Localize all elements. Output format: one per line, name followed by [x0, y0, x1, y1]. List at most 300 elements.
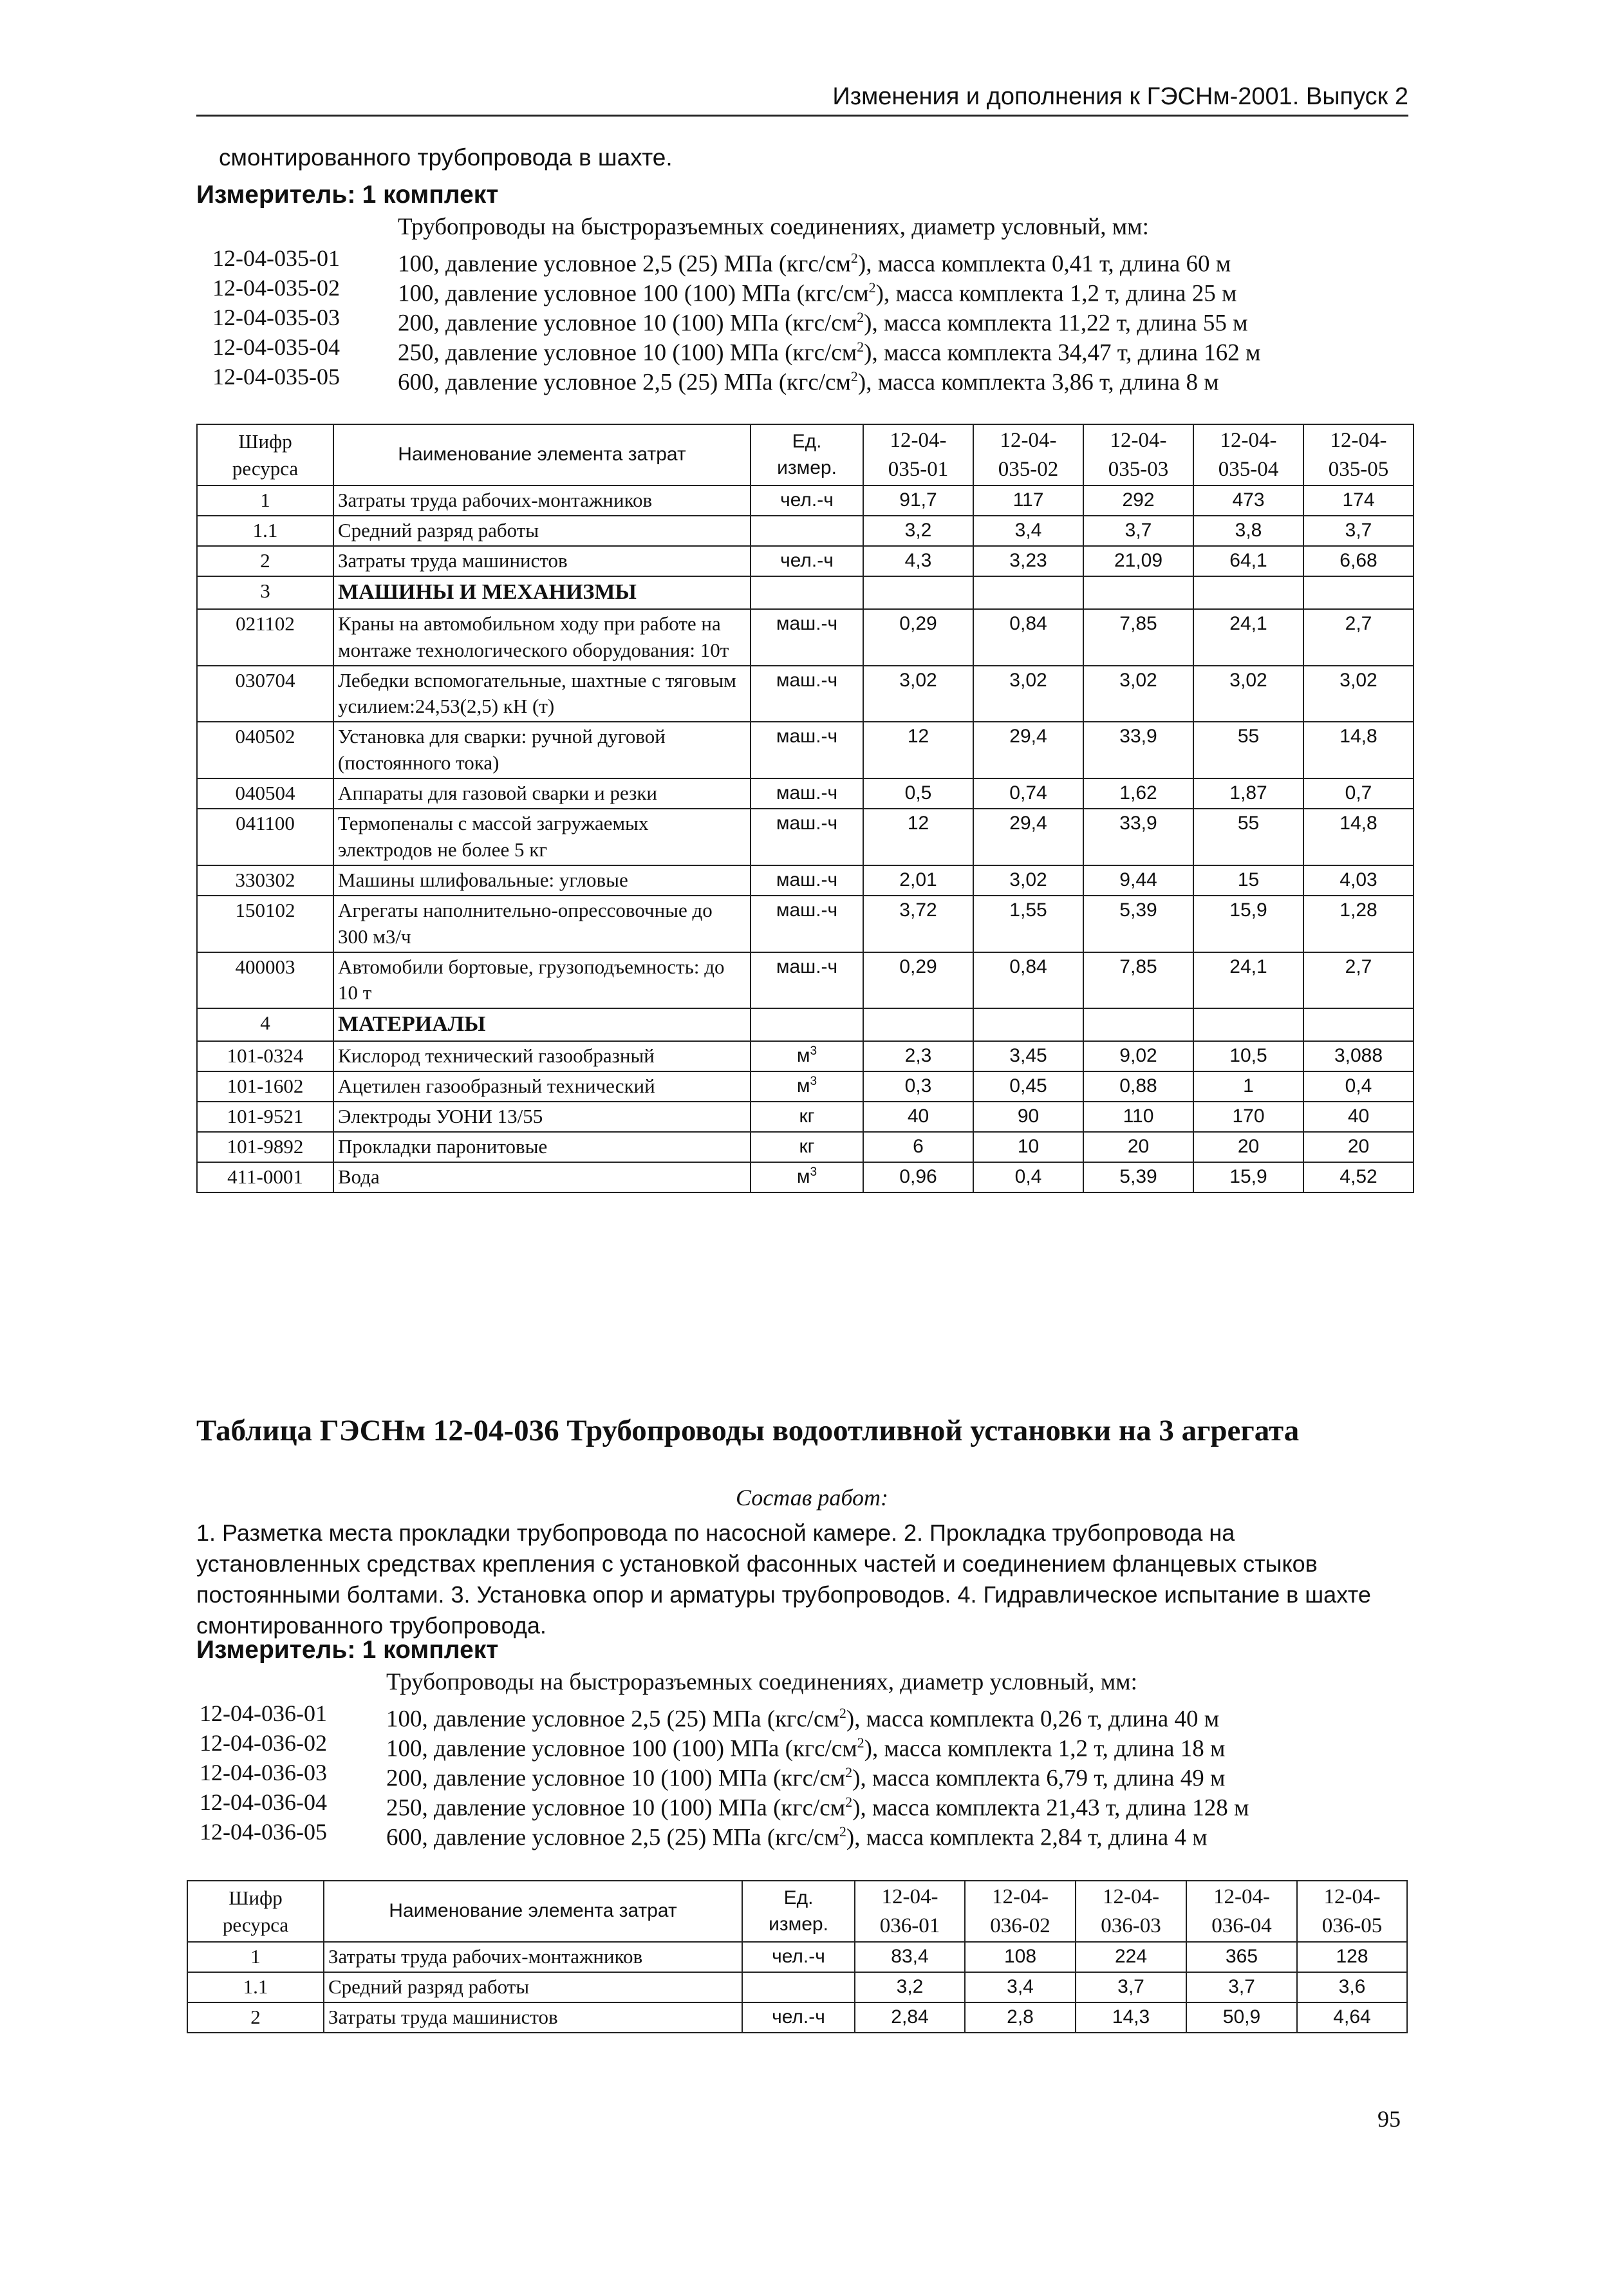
- col-header-variant: [1193, 424, 1303, 485]
- header-text: Наименование элемента затрат: [398, 444, 686, 466]
- cell-unit: [751, 1008, 863, 1041]
- cell-unit: [751, 952, 863, 1009]
- item-desc-b: ), масса комплекта 1,2 т, длина 18 м: [864, 1735, 1226, 1762]
- cell-value: 0,4: [973, 1162, 1083, 1192]
- cell-value: 108: [965, 1942, 1076, 1972]
- unit-text: маш.-ч: [776, 669, 838, 691]
- item-code: 12-04-036-01: [200, 1700, 327, 1726]
- cell-value: 90: [973, 1102, 1083, 1132]
- cell-value: 3,02: [1303, 666, 1414, 722]
- cell-value: 170: [1193, 1102, 1303, 1132]
- cell-code: 2: [197, 546, 333, 576]
- cell-unit: [751, 546, 863, 576]
- unit-text: чел.-ч: [772, 2006, 825, 2028]
- cell-code: 041100: [197, 809, 333, 865]
- header-title: Изменения и дополнения к ГЭСНм-2001. Выпуск 2: [832, 83, 1408, 110]
- cell-value: 9,44: [1083, 865, 1193, 896]
- item-code: 12-04-035-01: [212, 245, 340, 271]
- cell-code: 411-0001: [197, 1162, 333, 1192]
- unit-text: чел.-ч: [780, 489, 834, 511]
- cell-name: Затраты труда рабочих-монтажников: [333, 485, 751, 516]
- cell-value: 7,85: [1083, 952, 1193, 1009]
- cell-name: Затраты труда машинистов: [324, 2002, 742, 2033]
- cell-value: 2,7: [1303, 952, 1414, 1009]
- header-text: 035-01: [888, 457, 949, 481]
- header-text: Наименование элемента затрат: [389, 1900, 677, 1922]
- cell-value: 2,84: [855, 2002, 965, 2033]
- col-header-variant: [1076, 1881, 1186, 1942]
- cell-value: 0,29: [863, 952, 973, 1009]
- item-desc-a: 250, давление условное 10 (100) МПа (кгс/см: [398, 339, 857, 366]
- cell-code: 101-9892: [197, 1132, 333, 1162]
- cell-name: Вода: [333, 1162, 751, 1192]
- cell-unit: [751, 778, 863, 809]
- cell-value: 3,7: [1076, 1972, 1186, 2002]
- table-row: [197, 1162, 1414, 1192]
- cell-name: Прокладки паронитовые: [333, 1132, 751, 1162]
- cell-code: 021102: [197, 609, 333, 666]
- cell-code: 330302: [197, 865, 333, 896]
- header-text: 035-03: [1108, 457, 1169, 481]
- item-code: 12-04-035-03: [212, 305, 340, 330]
- cell-unit: [751, 666, 863, 722]
- col-header-variant: [863, 424, 973, 485]
- unit-text: маш.-ч: [776, 813, 838, 834]
- cell-value: 4,52: [1303, 1162, 1414, 1192]
- cell-value: 0,88: [1083, 1071, 1193, 1102]
- header-text: 12-04-: [1330, 429, 1387, 452]
- cell-value: 6: [863, 1132, 973, 1162]
- item-sup: 2: [845, 1764, 853, 1780]
- item-sup: 2: [839, 1705, 846, 1721]
- col-header-name: [324, 1881, 742, 1942]
- cell-unit: [751, 809, 863, 865]
- cell-value: 3,02: [1083, 666, 1193, 722]
- item-code: 12-04-036-02: [200, 1730, 327, 1756]
- cell-value: [1193, 1008, 1303, 1041]
- table-row: [197, 896, 1414, 952]
- item-desc-a: 600, давление условное 2,5 (25) МПа (кгс/см: [398, 369, 851, 396]
- cell-value: 2,7: [1303, 609, 1414, 666]
- cell-value: 3,6: [1297, 1972, 1407, 2002]
- measure-value: 1 комплект: [362, 181, 499, 209]
- item-desc-a: 250, давление условное 10 (100) МПа (кгс/см: [386, 1794, 846, 1821]
- header-text: 12-04-: [1000, 429, 1057, 452]
- unit-sup: 3: [810, 1075, 817, 1089]
- cell-value: 91,7: [863, 485, 973, 516]
- header-text: измер.: [777, 457, 837, 478]
- item-code: 12-04-036-03: [200, 1760, 327, 1785]
- table-row: [197, 609, 1414, 666]
- cell-code: 1.1: [197, 516, 333, 546]
- item-desc-b: ), масса комплекта 0,26 т, длина 40 м: [846, 1706, 1220, 1733]
- item-desc-a: 200, давление условное 10 (100) МПа (кгс/см: [386, 1765, 846, 1792]
- header-text: 036-05: [1321, 1914, 1383, 1937]
- cell-value: 2,3: [863, 1041, 973, 1071]
- unit-text: кг: [799, 1135, 815, 1157]
- cell-value: 15: [1193, 865, 1303, 896]
- resource-table-2: [187, 1880, 1408, 2033]
- cell-value: 10,5: [1193, 1041, 1303, 1071]
- cell-code: 101-1602: [197, 1071, 333, 1102]
- cell-name: Автомобили бортовые, грузоподъемность: до 10 т: [333, 952, 751, 1009]
- cell-unit: [742, 1972, 855, 2002]
- col-header-variant: [855, 1881, 965, 1942]
- cell-value: 3,4: [965, 1972, 1076, 2002]
- cell-value: 33,9: [1083, 809, 1193, 865]
- cell-unit: [751, 865, 863, 896]
- cell-code: 1.1: [187, 1972, 324, 2002]
- cell-value: 83,4: [855, 1942, 965, 1972]
- cell-value: 5,39: [1083, 1162, 1193, 1192]
- table-row: [197, 778, 1414, 809]
- cell-value: 2,8: [965, 2002, 1076, 2033]
- cell-name: Кислород технический газообразный: [333, 1041, 751, 1071]
- cell-value: 3,7: [1186, 1972, 1297, 2002]
- item-sup: 2: [857, 309, 864, 325]
- unit-text: м: [796, 1045, 810, 1067]
- cell-value: 29,4: [973, 722, 1083, 778]
- table-row: [197, 865, 1414, 896]
- col-header-unit: [742, 1881, 855, 1942]
- cell-name: Аппараты для газовой сварки и резки: [333, 778, 751, 809]
- header-text: 12-04-: [881, 1885, 938, 1908]
- cell-value: 0,84: [973, 609, 1083, 666]
- cell-value: 5,39: [1083, 896, 1193, 952]
- col-header-unit: [751, 424, 863, 485]
- cell-unit: [751, 1041, 863, 1071]
- header-text: Шифр: [238, 429, 292, 453]
- header-text: 036-02: [990, 1914, 1050, 1937]
- item-description: [386, 1817, 1208, 1852]
- header-text: 036-03: [1101, 1914, 1161, 1937]
- header-text: 036-04: [1211, 1914, 1272, 1937]
- table-row: [197, 666, 1414, 722]
- table-row: [197, 516, 1414, 546]
- table-row: [197, 1102, 1414, 1132]
- cell-value: 473: [1193, 485, 1303, 516]
- cell-name: Машины шлифовальные: угловые: [333, 865, 751, 896]
- cell-name: Агрегаты наполнительно-опрессовочные до 300 м3/ч: [333, 896, 751, 952]
- col-header-variant: [1186, 1881, 1297, 1942]
- cell-value: 40: [1303, 1102, 1414, 1132]
- cell-value: 50,9: [1186, 2002, 1297, 2033]
- table-row: [197, 809, 1414, 865]
- cell-value: 64,1: [1193, 546, 1303, 576]
- cell-value: 20: [1303, 1132, 1414, 1162]
- header-text: ресурса: [222, 1913, 289, 1936]
- table-row: [197, 952, 1414, 1009]
- cell-name: Краны на автомобильном ходу при работе на монтаже технологического оборудования: 10т: [333, 609, 751, 666]
- item-desc-b: ), масса комплекта 3,86 т, длина 8 м: [857, 369, 1219, 396]
- resource-table-1: [196, 424, 1414, 1193]
- cell-name: Средний разряд работы: [333, 516, 751, 546]
- cell-value: 1,87: [1193, 778, 1303, 809]
- section-row: [197, 576, 1414, 609]
- cell-value: [1193, 576, 1303, 609]
- header-text: 035-04: [1218, 457, 1279, 481]
- cell-value: 1,62: [1083, 778, 1193, 809]
- header-row: [187, 1881, 1407, 1942]
- unit-text: м: [796, 1075, 810, 1097]
- measure-label: Измеритель:: [196, 181, 356, 209]
- item-desc-b: ), масса комплекта 1,2 т, длина 25 м: [875, 280, 1237, 307]
- cell-value: [1303, 1008, 1414, 1041]
- cell-value: 3,23: [973, 546, 1083, 576]
- cell-name: Средний разряд работы: [324, 1972, 742, 2002]
- cell-value: 15,9: [1193, 1162, 1303, 1192]
- cell-unit: [751, 485, 863, 516]
- unit-text: м: [796, 1165, 810, 1187]
- cell-code: 040504: [197, 778, 333, 809]
- cell-unit: [751, 609, 863, 666]
- cell-unit: [742, 1942, 855, 1972]
- cell-value: 3,02: [973, 865, 1083, 896]
- cell-value: 14,8: [1303, 809, 1414, 865]
- table-row: [197, 1041, 1414, 1071]
- page-header: [196, 82, 1408, 117]
- pipes-heading: Трубопроводы на быстроразъемных соединениях, диаметр условный, мм:: [398, 214, 1149, 240]
- cell-unit: [751, 1071, 863, 1102]
- item-desc-b: ), масса комплекта 21,43 т, длина 128 м: [852, 1794, 1249, 1821]
- cell-value: [863, 576, 973, 609]
- header-text: 036-01: [879, 1914, 940, 1937]
- cell-value: 174: [1303, 485, 1414, 516]
- cell-value: 4,3: [863, 546, 973, 576]
- cell-name: Установка для сварки: ручной дуговой (постоянного тока): [333, 722, 751, 778]
- cell-value: [1083, 576, 1193, 609]
- cell-value: 3,4: [973, 516, 1083, 546]
- cell-value: 12: [863, 809, 973, 865]
- cell-unit: [751, 896, 863, 952]
- item-code: 12-04-035-02: [212, 275, 340, 301]
- item-sup: 2: [857, 339, 864, 355]
- col-header-variant: [973, 424, 1083, 485]
- cell-value: 3,2: [855, 1972, 965, 2002]
- cell-value: 3,02: [1193, 666, 1303, 722]
- measure-value: 1 комплект: [362, 1636, 499, 1664]
- col-header-code: [197, 424, 333, 485]
- table-row: [197, 1132, 1414, 1162]
- table-row: [197, 1071, 1414, 1102]
- item-desc-b: ), масса комплекта 34,47 т, длина 162 м: [864, 339, 1261, 366]
- item-desc-b: ), масса комплекта 6,79 т, длина 49 м: [852, 1765, 1226, 1792]
- cell-value: 3,45: [973, 1041, 1083, 1071]
- unit-text: маш.-ч: [776, 899, 838, 921]
- cell-value: 4,03: [1303, 865, 1414, 896]
- cell-name: Затраты труда рабочих-монтажников: [324, 1942, 742, 1972]
- cell-name: Электроды УОНИ 13/55: [333, 1102, 751, 1132]
- item-code: 12-04-035-04: [212, 334, 340, 360]
- cell-value: [973, 576, 1083, 609]
- unit-text: маш.-ч: [776, 726, 838, 748]
- cell-code: 1: [187, 1942, 324, 1972]
- unit-text: кг: [799, 1106, 815, 1127]
- composition-title: Состав работ:: [736, 1485, 888, 1511]
- item-desc-a: 100, давление условное 2,5 (25) МПа (кгс/см: [398, 250, 851, 278]
- cell-value: 0,29: [863, 609, 973, 666]
- item-desc-b: ), масса комплекта 0,41 т, длина 60 м: [857, 250, 1231, 278]
- cell-value: 1,28: [1303, 896, 1414, 952]
- cell-value: 0,3: [863, 1071, 973, 1102]
- item-description: [398, 362, 1219, 397]
- item-code: 12-04-036-04: [200, 1789, 327, 1815]
- page-number: 95: [1377, 2106, 1401, 2132]
- item-sup: 2: [857, 1735, 864, 1751]
- cell-value: 0,74: [973, 778, 1083, 809]
- cell-code: 2: [187, 2002, 324, 2033]
- cell-value: 0,45: [973, 1071, 1083, 1102]
- cell-value: 365: [1186, 1942, 1297, 1972]
- unit-sup: 3: [810, 1165, 817, 1179]
- cell-unit: [742, 2002, 855, 2033]
- table-row: [187, 1972, 1407, 2002]
- cell-code: 150102: [197, 896, 333, 952]
- item-sup: 2: [845, 1794, 853, 1810]
- header-text: 035-02: [998, 457, 1059, 481]
- cell-value: 4,64: [1297, 2002, 1407, 2033]
- cell-value: 55: [1193, 809, 1303, 865]
- composition-text: 1. Разметка места прокладки трубопровода по насосной камере. 2. Прокладка трубопровода на установленных средствах крепления с установкой фасонных частей и соединением фланцевых стыков постоянными болтами. 3. Установка опор и арматуры трубопроводов. 4. Гидравлическое испытание в шахте смонтированного трубопровода.: [196, 1520, 1371, 1639]
- cell-value: 12: [863, 722, 973, 778]
- cell-code: 101-0324: [197, 1041, 333, 1071]
- cell-name: Ацетилен газообразный технический: [333, 1071, 751, 1102]
- cell-name: Лебедки вспомогательные, шахтные с тяговым усилием:24,53(2,5) кН (т): [333, 666, 751, 722]
- item-code: 12-04-036-05: [200, 1819, 327, 1845]
- cell-code: 030704: [197, 666, 333, 722]
- cell-unit: [751, 576, 863, 609]
- cell-value: 0,7: [1303, 778, 1414, 809]
- cell-value: 21,09: [1083, 546, 1193, 576]
- cell-name: МАТЕРИАЛЫ: [333, 1008, 751, 1041]
- col-header-variant: [1297, 1881, 1407, 1942]
- cell-name: Затраты труда машинистов: [333, 546, 751, 576]
- item-sup: 2: [850, 368, 858, 384]
- header-row: [197, 424, 1414, 485]
- section-row: [197, 1008, 1414, 1041]
- table-row: [197, 546, 1414, 576]
- cell-value: 3,72: [863, 896, 973, 952]
- cell-unit: [751, 1162, 863, 1192]
- cell-value: 3,7: [1083, 516, 1193, 546]
- cell-value: 1: [1193, 1071, 1303, 1102]
- header-text: ресурса: [232, 457, 299, 480]
- cell-code: 3: [197, 576, 333, 609]
- header-text: Шифр: [229, 1886, 283, 1909]
- cell-value: 9,02: [1083, 1041, 1193, 1071]
- intro-tail-text: смонтированного трубопровода в шахте.: [219, 144, 673, 171]
- header-text: 12-04-: [1323, 1885, 1381, 1908]
- cell-value: 29,4: [973, 809, 1083, 865]
- item-desc-a: 100, давление условное 100 (100) МПа (кгс/см: [398, 280, 869, 307]
- pipes-heading-2: Трубопроводы на быстроразъемных соединениях, диаметр условный, мм:: [386, 1669, 1137, 1695]
- col-header-code: [187, 1881, 324, 1942]
- cell-value: 292: [1083, 485, 1193, 516]
- cell-value: [863, 1008, 973, 1041]
- table-row: [197, 722, 1414, 778]
- item-desc-a: 100, давление условное 100 (100) МПа (кгс/см: [386, 1735, 857, 1762]
- unit-text: маш.-ч: [776, 869, 838, 890]
- cell-value: 3,2: [863, 516, 973, 546]
- cell-value: 55: [1193, 722, 1303, 778]
- header-text: 12-04-: [890, 429, 947, 452]
- cell-value: [1083, 1008, 1193, 1041]
- measure-line-2: [196, 1635, 498, 1665]
- cell-value: 2,01: [863, 865, 973, 896]
- col-header-variant: [1303, 424, 1414, 485]
- cell-value: 3,7: [1303, 516, 1414, 546]
- cell-value: 7,85: [1083, 609, 1193, 666]
- header-text: 12-04-: [1103, 1885, 1159, 1908]
- cell-name: Термопеналы с массой загружаемых электродов не более 5 кг: [333, 809, 751, 865]
- cell-value: 224: [1076, 1942, 1186, 1972]
- cell-value: 3,8: [1193, 516, 1303, 546]
- cell-value: 10: [973, 1132, 1083, 1162]
- cell-value: 6,68: [1303, 546, 1414, 576]
- cell-value: 3,02: [863, 666, 973, 722]
- cell-value: 0,84: [973, 952, 1083, 1009]
- cell-value: 14,3: [1076, 2002, 1186, 2033]
- unit-text: чел.-ч: [772, 1946, 825, 1968]
- item-sup: 2: [868, 279, 876, 296]
- header-text: Ед.: [792, 431, 822, 453]
- cell-code: 400003: [197, 952, 333, 1009]
- header-text: 035-05: [1328, 457, 1389, 481]
- cell-value: 0,5: [863, 778, 973, 809]
- table-title: Таблица ГЭСНм 12-04-036 Трубопроводы водоотливной установки на 3 агрегата: [196, 1414, 1300, 1447]
- cell-value: [973, 1008, 1083, 1041]
- cell-value: 20: [1083, 1132, 1193, 1162]
- measure-label: Измеритель:: [196, 1636, 356, 1664]
- cell-value: 14,8: [1303, 722, 1414, 778]
- header-text: 12-04-: [992, 1885, 1049, 1908]
- cell-name: МАШИНЫ И МЕХАНИЗМЫ: [333, 576, 751, 609]
- item-sup: 2: [850, 250, 858, 266]
- cell-value: 24,1: [1193, 952, 1303, 1009]
- cell-value: 33,9: [1083, 722, 1193, 778]
- header-text: Ед.: [783, 1887, 814, 1909]
- cell-value: 128: [1297, 1942, 1407, 1972]
- col-header-variant: [965, 1881, 1076, 1942]
- cell-value: 117: [973, 485, 1083, 516]
- cell-unit: [751, 1102, 863, 1132]
- cell-value: 0,96: [863, 1162, 973, 1192]
- cell-value: 40: [863, 1102, 973, 1132]
- header-text: 12-04-: [1213, 1885, 1270, 1908]
- table-row: [187, 2002, 1407, 2033]
- cell-code: 1: [197, 485, 333, 516]
- unit-text: маш.-ч: [776, 612, 838, 634]
- cell-value: 0,4: [1303, 1071, 1414, 1102]
- unit-text: маш.-ч: [776, 782, 838, 804]
- header-text: 12-04-: [1220, 429, 1277, 452]
- table-row: [197, 485, 1414, 516]
- cell-value: 3,02: [973, 666, 1083, 722]
- unit-text: маш.-ч: [776, 955, 838, 977]
- unit-sup: 3: [810, 1044, 817, 1059]
- cell-code: 4: [197, 1008, 333, 1041]
- cell-unit: [751, 1132, 863, 1162]
- item-desc-a: 600, давление условное 2,5 (25) МПа (кгс/см: [386, 1824, 839, 1851]
- item-sup: 2: [839, 1823, 846, 1840]
- cell-unit: [751, 722, 863, 778]
- unit-text: чел.-ч: [780, 549, 834, 571]
- cell-unit: [751, 516, 863, 546]
- item-code: 12-04-035-05: [212, 364, 340, 390]
- cell-value: 110: [1083, 1102, 1193, 1132]
- col-header-variant: [1083, 424, 1193, 485]
- header-text: 12-04-: [1110, 429, 1167, 452]
